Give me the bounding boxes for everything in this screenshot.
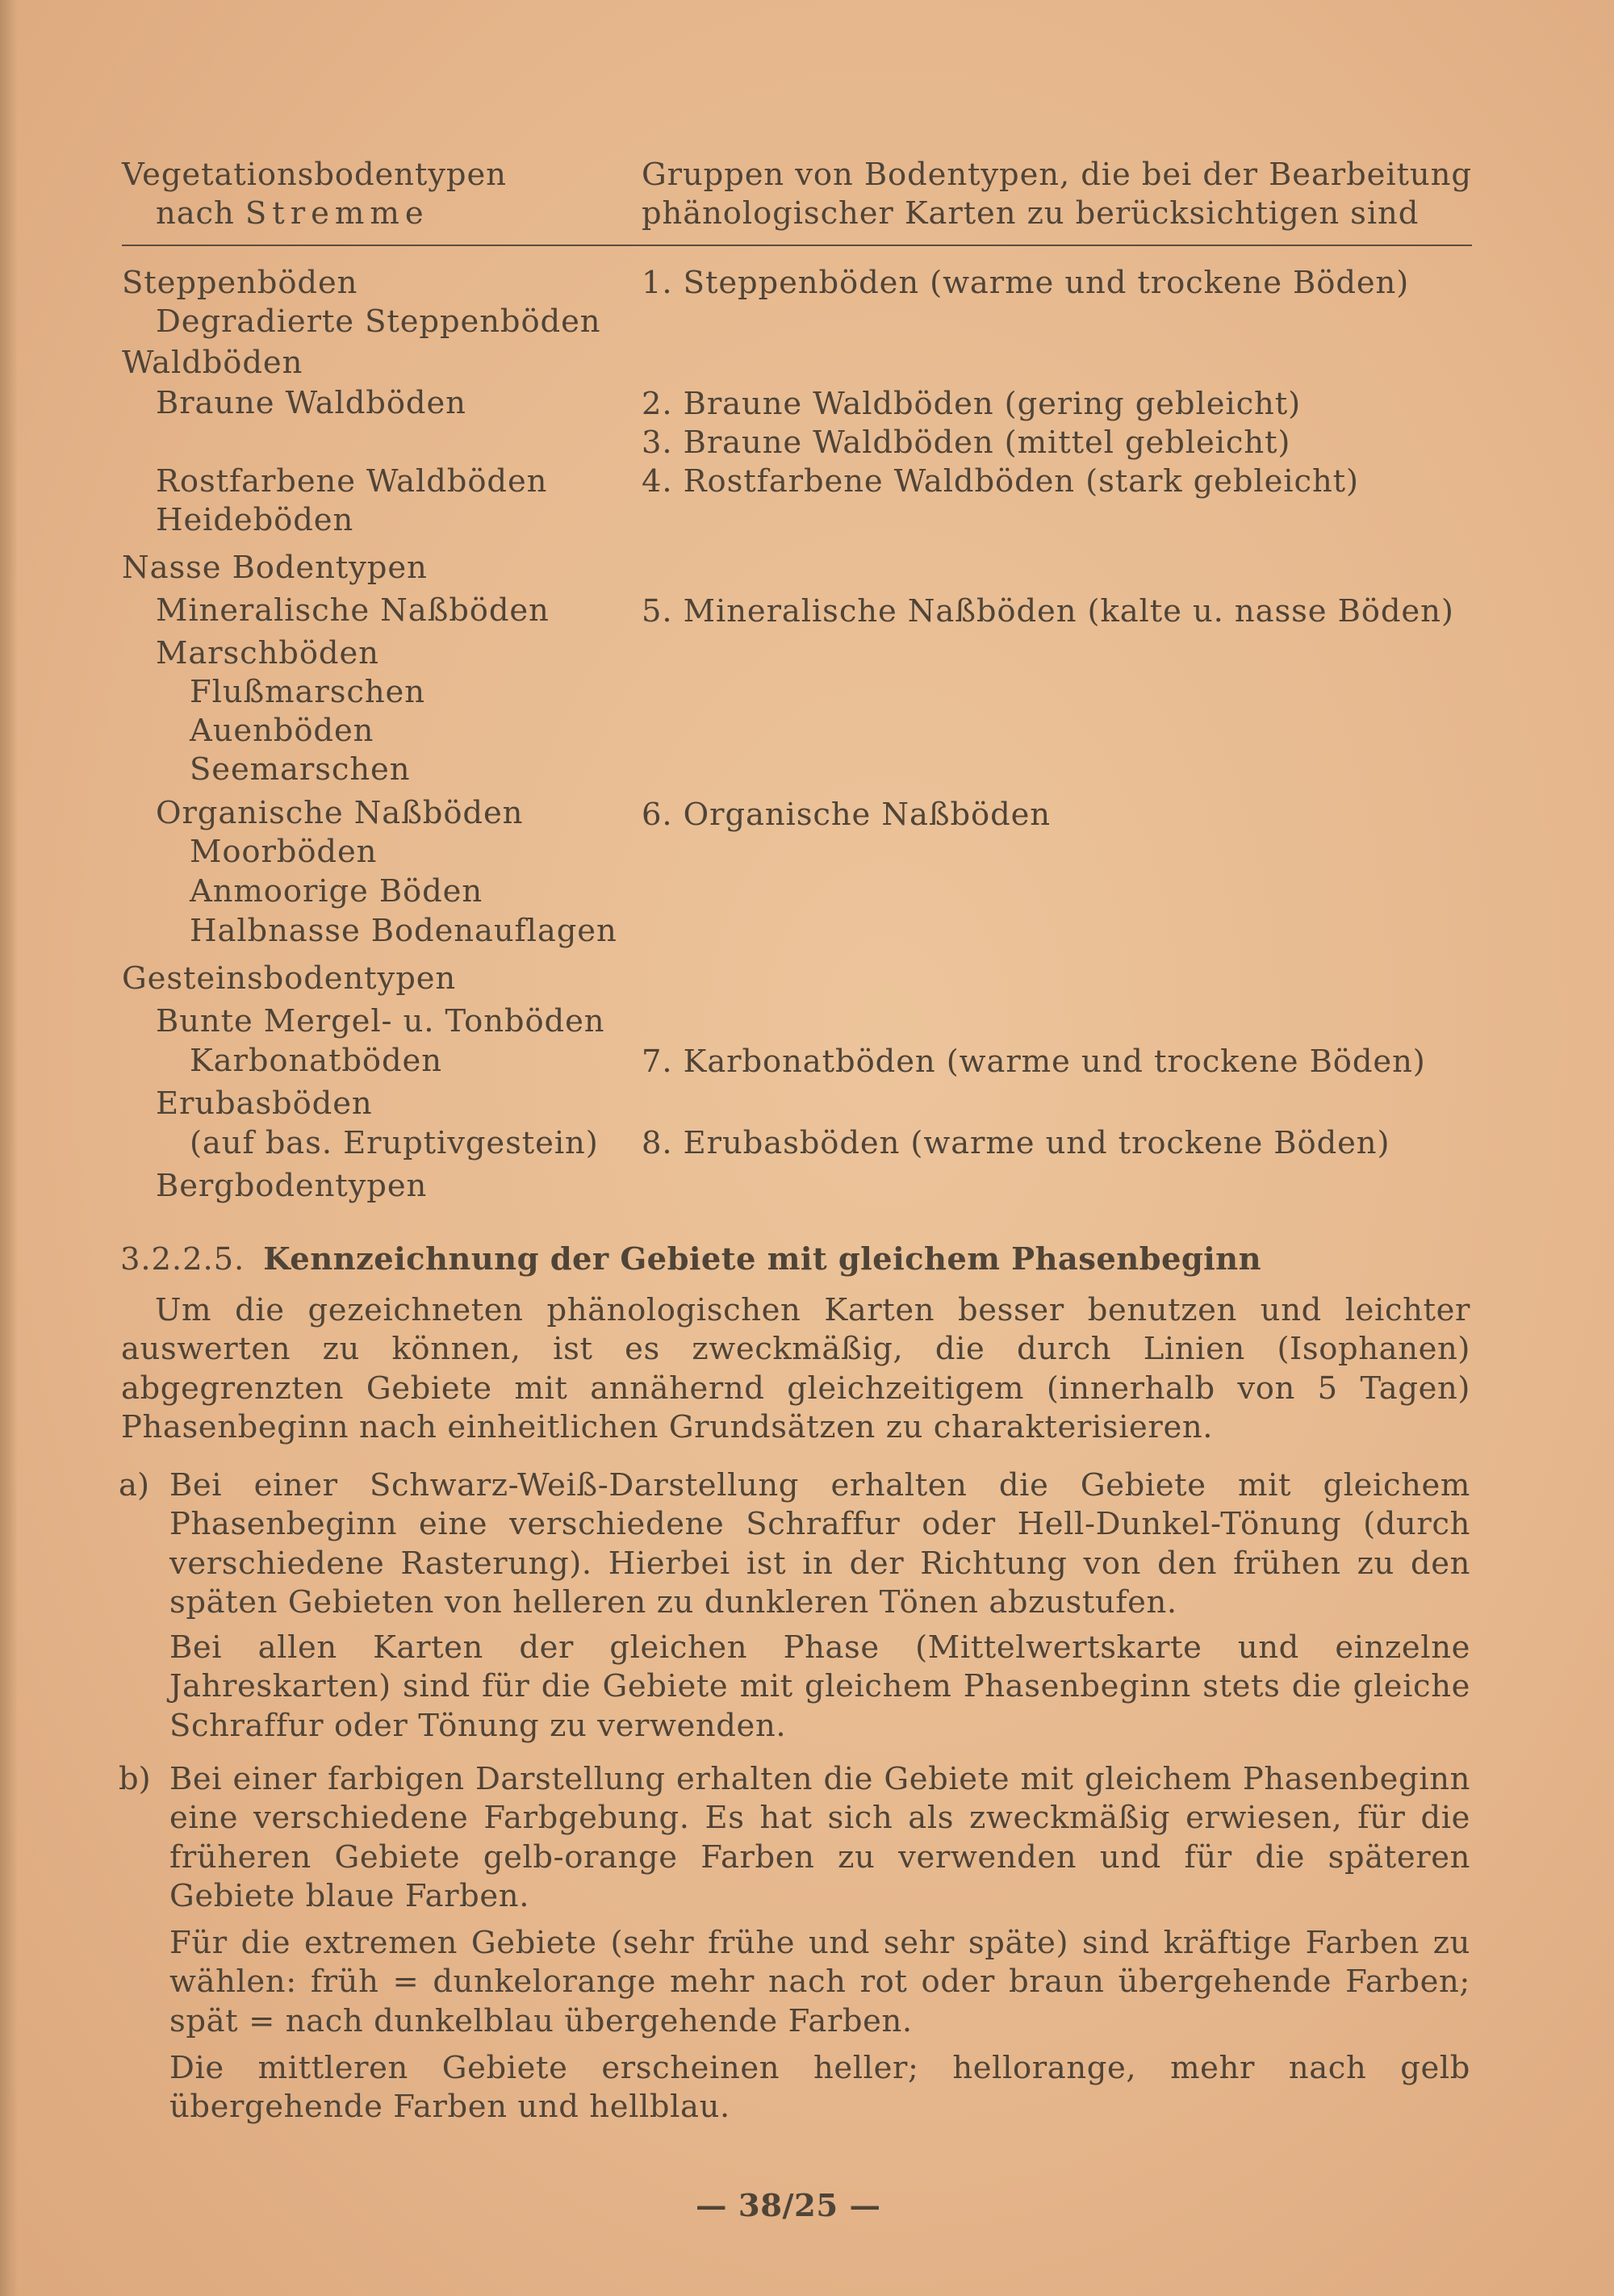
soil-type: Marschböden	[156, 635, 379, 671]
intro-paragraph	[121, 1291, 1470, 1447]
soil-type: Steppenböden	[122, 265, 358, 301]
soil-group: 8. Erubasböden (warme und trockene Böden)	[642, 1125, 1390, 1161]
item-b-paragraph-3: Die mittleren Gebiete erscheinen heller; hellorange, mehr nach gelb übergehende Farben und hellblau.	[169, 2050, 1470, 2126]
soil-type: Anmoorige Böden	[190, 873, 483, 910]
header-left-line1: Vegetationsbodentypen	[122, 157, 507, 193]
item-b-paragraph-1: Bei einer farbigen Darstellung erhalten die Gebiete mit gleichem Phasenbeginn eine verschiedene Farbgebung. Es hat sich als zweckmäßig erwiesen, für die früheren Gebiete gelb-orange Farben zu verwenden und für die späteren Gebiete blaue Farben.	[169, 1761, 1470, 1914]
soil-type: Mineralische Naßböden	[156, 592, 550, 629]
item-b-label: b)	[119, 1761, 151, 1797]
page-edge	[0, 0, 18, 2296]
soil-group: 2. Braune Waldböden (gering gebleicht)	[642, 386, 1302, 422]
soil-group: 7. Karbonatböden (warme und trockene Böden)	[642, 1043, 1426, 1080]
header-left-author: Stremme	[245, 195, 429, 232]
soil-type: Flußmarschen	[190, 674, 425, 710]
item-a-paragraph-2: Bei allen Karten der gleichen Phase (Mittelwertskarte und einzelne Jahreskarten) sind für die Gebiete mit gleichem Phasenbeginn stets die gleiche Schraffur oder Tönung zu verwenden.	[169, 1629, 1470, 1744]
section-heading	[120, 1240, 1261, 1279]
header-rule	[122, 245, 1472, 246]
soil-group: 1. Steppenböden (warme und trockene Böden)	[642, 265, 1410, 301]
section-number: 3.2.2.5.	[120, 1241, 245, 1278]
soil-group: 5. Mineralische Naßböden (kalte u. nasse Böden)	[642, 593, 1454, 629]
item-a-paragraph-1: Bei einer Schwarz-Weiß-Darstellung erhalten die Gebiete mit gleichem Phasenbeginn eine verschiedene Schraffur oder Hell-Dunkel-Tönung (durch verschiedene Rasterung). Hierbei ist in der Richtung von den frühen zu den späten Gebieten von helleren zu dunkleren Tönen abzustufen.	[169, 1467, 1470, 1621]
header-right-line1: Gruppen von Bodentypen, die bei der Bearbeitung	[642, 157, 1472, 193]
soil-type: Braune Waldböden	[156, 385, 466, 421]
intro-text: Um die gezeichneten phänologischen Karten besser benutzen und leichter auswerten zu können, ist es zweckmäßig, die durch Linien (Isophanen) abgegrenzten Gebiete mit annähernd gleichzeitigem (innerhalb von 5 Tagen) Phasenbeginn nach einheitlichen Grundsätzen zu charakterisieren.	[121, 1292, 1470, 1445]
soil-type: Auenböden	[190, 713, 374, 749]
soil-type: Degradierte Steppenböden	[156, 303, 601, 340]
soil-type: Erubasböden	[156, 1085, 373, 1122]
page-number: — 38/25 —	[696, 2188, 881, 2224]
header-left-nach: nach	[156, 195, 235, 232]
soil-type: Bergbodentypen	[156, 1168, 428, 1204]
soil-type: Bunte Mergel- u. Tonböden	[156, 1003, 605, 1039]
section-title: Kennzeichnung der Gebiete mit gleichem Phasenbeginn	[263, 1241, 1261, 1278]
soil-group: 3. Braune Waldböden (mittel gebleicht)	[642, 424, 1291, 461]
header-right-line2: phänologischer Karten zu berücksichtigen sind	[642, 195, 1420, 232]
soil-type: Heideböden	[156, 502, 354, 538]
header-left-line2	[156, 194, 429, 233]
soil-type: Halbnasse Bodenauflagen	[190, 913, 617, 949]
soil-type: Organische Naßböden	[156, 795, 524, 831]
soil-type: Karbonatböden	[190, 1043, 442, 1079]
soil-type: Nasse Bodentypen	[122, 550, 428, 586]
soil-group: 4. Rostfarbene Waldböden (stark gebleicht)	[642, 463, 1359, 500]
soil-type: Rostfarbene Waldböden	[156, 463, 548, 500]
soil-group: 6. Organische Naßböden	[642, 797, 1051, 833]
soil-type: (auf bas. Eruptivgestein)	[190, 1125, 599, 1161]
soil-type: Gesteinsbodentypen	[122, 960, 457, 997]
soil-type: Seemarschen	[190, 751, 411, 788]
soil-type: Waldböden	[122, 345, 303, 381]
item-a-label: a)	[119, 1467, 149, 1503]
soil-type: Moorböden	[190, 834, 378, 870]
item-b-paragraph-2: Für die extremen Gebiete (sehr frühe und sehr späte) sind kräftige Farben zu wählen: früh = dunkelorange mehr nach rot oder braun übergehende Farben; spät = nach dunkelblau übergehende Farben.	[169, 1925, 1470, 2039]
